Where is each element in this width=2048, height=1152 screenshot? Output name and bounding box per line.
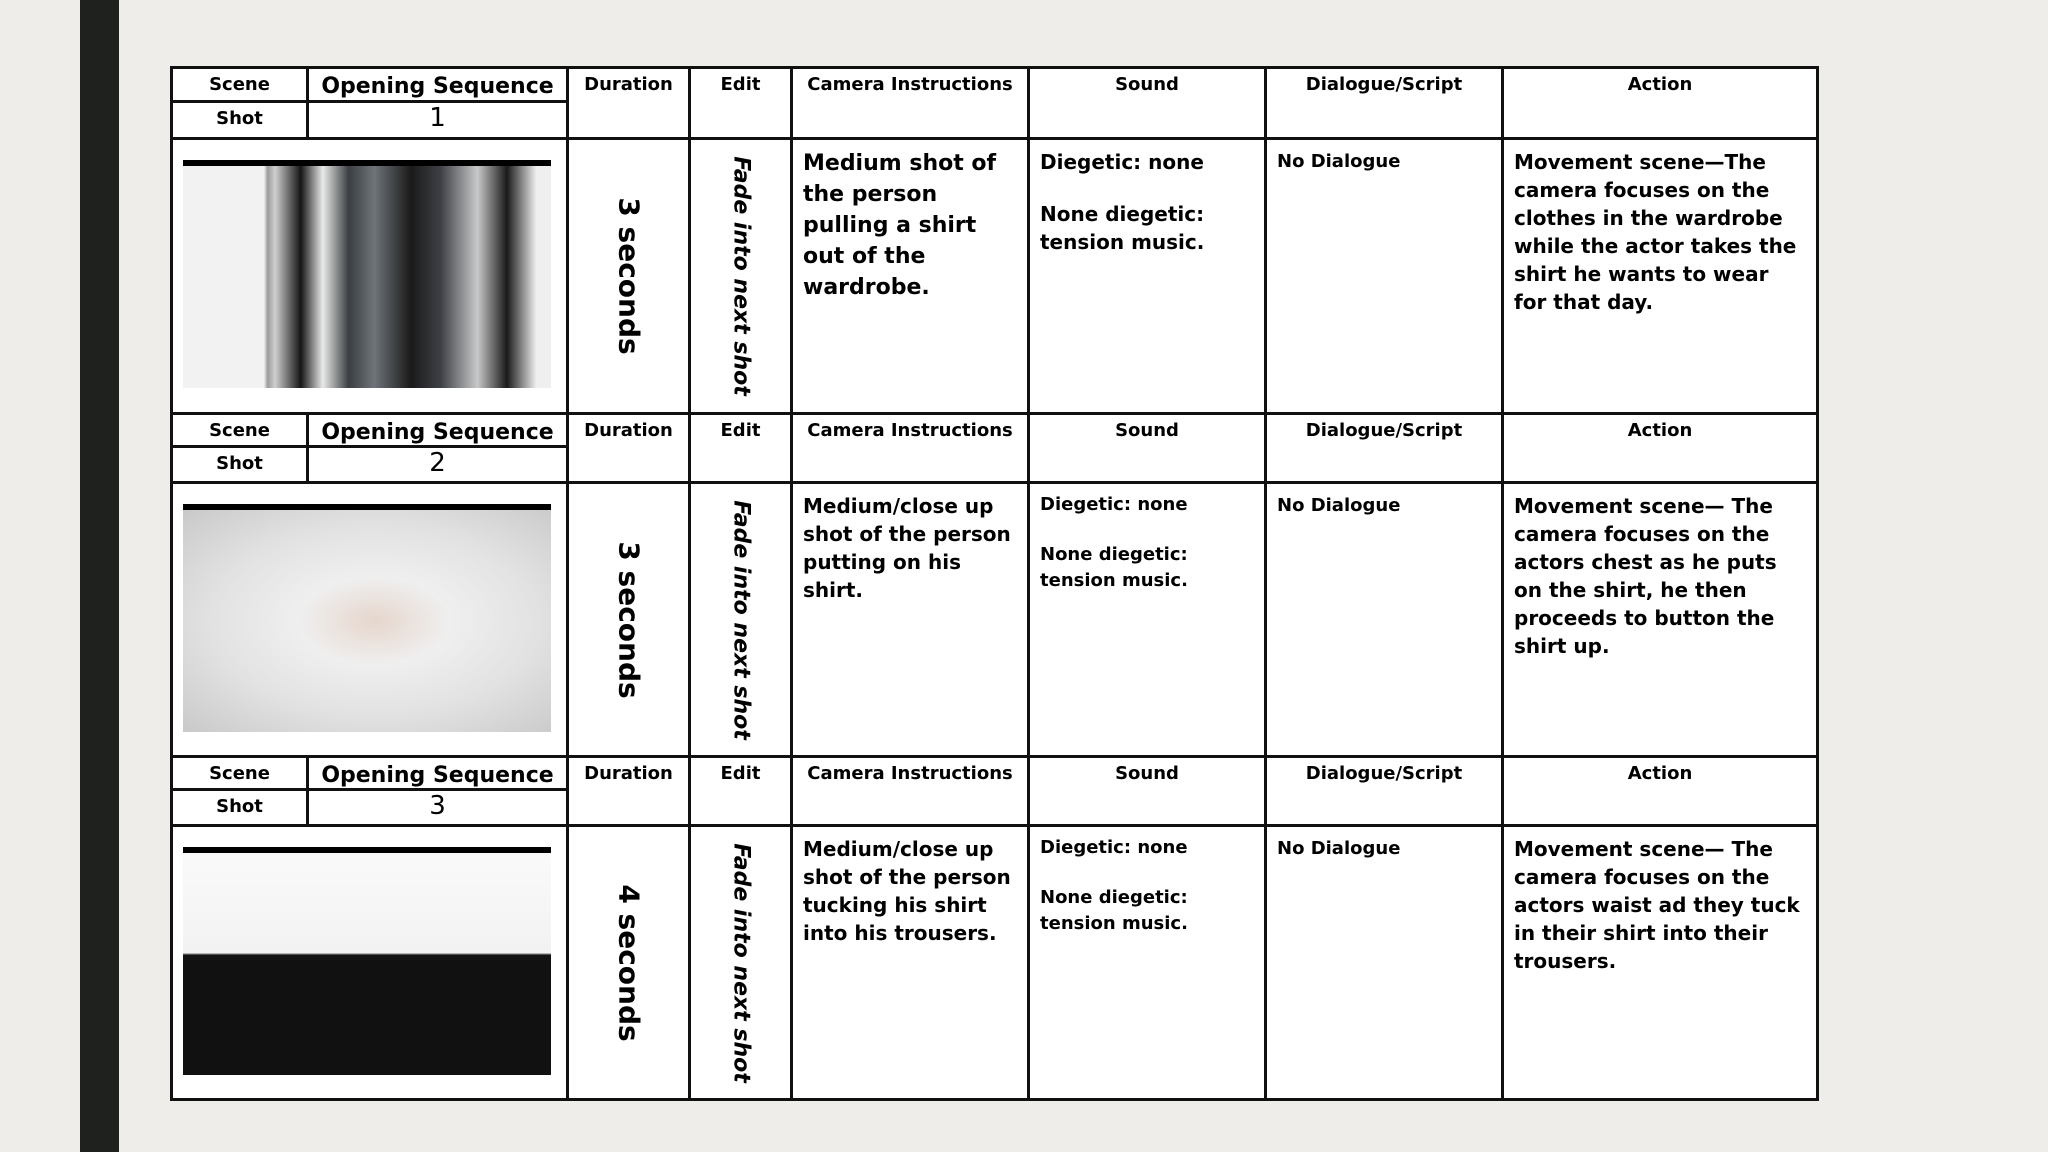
duration-header: Duration	[568, 757, 690, 826]
camera-instructions: Medium/close up shot of the person tucking his shirt into his trousers.	[792, 826, 1029, 1100]
edit-header: Edit	[690, 757, 792, 826]
duration-value: 3 seconds	[612, 540, 645, 699]
camera-instructions: Medium/close up shot of the person putting on his shirt.	[792, 483, 1029, 757]
sound-header: Sound	[1029, 757, 1266, 826]
shot-label: Shot	[172, 447, 308, 483]
shot-thumbnail-cell	[172, 483, 568, 757]
edit-cell	[690, 826, 792, 1100]
edit-cell	[690, 483, 792, 757]
action-header: Action	[1503, 414, 1818, 483]
shot-number: 2	[308, 447, 568, 483]
edit-value: Fade into next shot	[728, 499, 753, 740]
duration-cell	[568, 139, 690, 414]
action-description: Movement scene— The camera focuses on the actors chest as he puts on the shirt, he then proceeds to button the shirt up.	[1503, 483, 1818, 757]
sound-cell	[1029, 483, 1266, 757]
sound-header: Sound	[1029, 414, 1266, 483]
sound-cell	[1029, 139, 1266, 414]
sound-nondiegetic: None diegetic: tension music.	[1040, 202, 1205, 254]
duration-value: 3 seconds	[612, 197, 645, 355]
shot-thumbnail-cell	[172, 826, 568, 1100]
wardrobe-shirts-image	[183, 160, 551, 388]
action-description: Movement scene—The camera focuses on the clothes in the wardrobe while the actor takes the shirt he wants to wear for that day.	[1503, 139, 1818, 414]
duration-header: Duration	[568, 68, 690, 139]
sound-diegetic: Diegetic: none	[1040, 494, 1188, 515]
edit-cell	[690, 139, 792, 414]
scene-label: Scene	[172, 68, 308, 102]
storyboard-table	[170, 66, 1819, 1101]
duration-header: Duration	[568, 414, 690, 483]
duration-cell	[568, 483, 690, 757]
tucking-shirt-image	[183, 847, 551, 1075]
shot-1-content-row	[172, 139, 1818, 414]
shot-label: Shot	[172, 102, 308, 139]
shot-2-scene-row	[172, 414, 1818, 447]
camera-instructions: Medium shot of the person pulling a shirt out of the wardrobe.	[792, 139, 1029, 414]
scene-name: Opening Sequence	[308, 757, 568, 790]
scene-label: Scene	[172, 414, 308, 447]
edit-header: Edit	[690, 68, 792, 139]
slide-left-bar	[80, 0, 119, 1152]
dialogue-header: Dialogue/Script	[1266, 414, 1503, 483]
sound-cell	[1029, 826, 1266, 1100]
shot-3-content-row	[172, 826, 1818, 1100]
duration-cell	[568, 826, 690, 1100]
shot-number: 1	[308, 102, 568, 139]
sound-nondiegetic: None diegetic: tension music.	[1040, 544, 1188, 591]
shot-3-scene-row	[172, 757, 1818, 790]
sound-header: Sound	[1029, 68, 1266, 139]
edit-header: Edit	[690, 414, 792, 483]
scene-label: Scene	[172, 757, 308, 790]
duration-value: 4 seconds	[612, 883, 645, 1042]
action-header: Action	[1503, 68, 1818, 139]
shot-number: 3	[308, 790, 568, 826]
camera-header: Camera Instructions	[792, 757, 1029, 826]
edit-value: Fade into next shot	[728, 156, 753, 396]
shot-2-content-row	[172, 483, 1818, 757]
dialogue-value: No Dialogue	[1266, 139, 1503, 414]
scene-name: Opening Sequence	[308, 68, 568, 102]
sound-nondiegetic: None diegetic: tension music.	[1040, 887, 1188, 934]
action-header: Action	[1503, 757, 1818, 826]
camera-header: Camera Instructions	[792, 68, 1029, 139]
dialogue-value: No Dialogue	[1266, 826, 1503, 1100]
dialogue-header: Dialogue/Script	[1266, 757, 1503, 826]
dialogue-value: No Dialogue	[1266, 483, 1503, 757]
action-description: Movement scene— The camera focuses on the actors waist ad they tuck in their shirt into their trousers.	[1503, 826, 1818, 1100]
camera-header: Camera Instructions	[792, 414, 1029, 483]
edit-value: Fade into next shot	[728, 842, 753, 1083]
sound-diegetic: Diegetic: none	[1040, 150, 1204, 174]
shot-1-scene-row	[172, 68, 1818, 102]
dialogue-header: Dialogue/Script	[1266, 68, 1503, 139]
sound-diegetic: Diegetic: none	[1040, 837, 1188, 858]
shot-label: Shot	[172, 790, 308, 826]
shot-thumbnail-cell	[172, 139, 568, 414]
buttoning-shirt-image	[183, 504, 551, 732]
scene-name: Opening Sequence	[308, 414, 568, 447]
